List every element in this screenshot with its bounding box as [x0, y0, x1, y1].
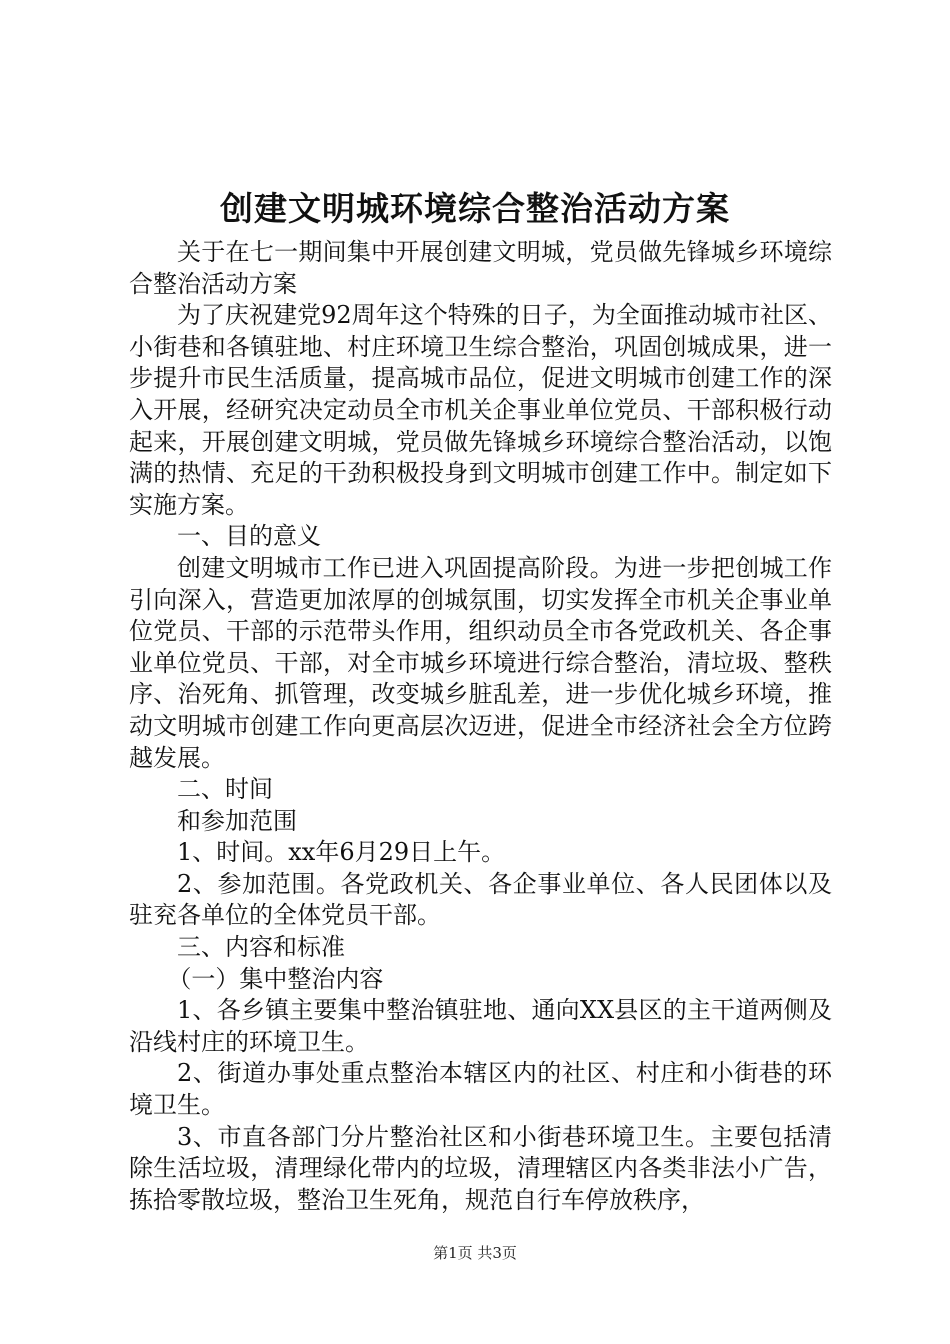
paragraph-scope: 2、参加范围。各党政机关、各企事业单位、各人民团体以及驻兖各单位的全体党员干部。: [129, 869, 832, 930]
section-heading-time: 二、时间: [177, 775, 273, 804]
section-heading-purpose: 一、目的意义: [177, 522, 321, 551]
paragraph-purpose: 创建文明城市工作已进入巩固提高阶段。为进一步把创城工作引向深入，营造更加浓厚的创城氛围，切实发挥全市机关企事业单位党员、干部的示范带头作用，组织动员全市各党政机关、各企事业单位党员、干部，对全市城乡环境进行综合整治，清垃圾、整秩序、治死角、抓管理，改变城乡脏乱差，进一步优化城乡环境，推动文明城市创建工作向更高层次迈进，促进全市经济社会全方位跨越发展。: [129, 553, 832, 772]
paragraph-intro-heading: 关于在七一期间集中开展创建文明城，党员做先锋城乡环境综合整治活动方案: [129, 238, 832, 298]
paragraph-content-item-1: 1、各乡镇主要集中整治镇驻地、通向XX县区的主干道两侧及沿线村庄的环境卫生。: [129, 996, 832, 1056]
section-heading-content: 三、内容和标准: [177, 933, 345, 962]
paragraph-content-item-3: 3、市直各部门分片整治社区和小街巷环境卫生。主要包括清除生活垃圾，清理绿化带内的垃圾，清理辖区内各类非法小广告，拣拾零散垃圾，整治卫生死角，规范自行车停放秩序，: [129, 1122, 832, 1214]
subsection-heading-content: （一）集中整治内容: [167, 964, 384, 993]
paragraph-content-item-2: 2、街道办事处重点整治本辖区内的社区、村庄和小街巷的环境卫生。: [129, 1059, 832, 1120]
document-title: 创建文明城环境综合整治活动方案: [220, 189, 730, 228]
document-body: [129, 237, 832, 1216]
paragraph-preamble: 为了庆祝建党92周年这个特殊的日子，为全面推动城市社区、小街巷和各镇驻地、村庄环境卫生综合整治，巩固创城成果，进一步提升市民生活质量，提高城市品位，促进文明城市创建工作的深入开展，经研究决定动员全市机关企事业单位党员、干部积极行动起来，开展创建文明城，党员做先锋城乡环境综合整治活动，以饱满的热情、充足的干劲积极投身到文明城市创建工作中。制定如下实施方案。: [129, 301, 832, 519]
section-heading-scope: 和参加范围: [177, 806, 297, 835]
page-footer: 第1页 共3页: [433, 1244, 517, 1262]
paragraph-time: 1、时间。xx年6月29日上午。: [177, 838, 506, 867]
